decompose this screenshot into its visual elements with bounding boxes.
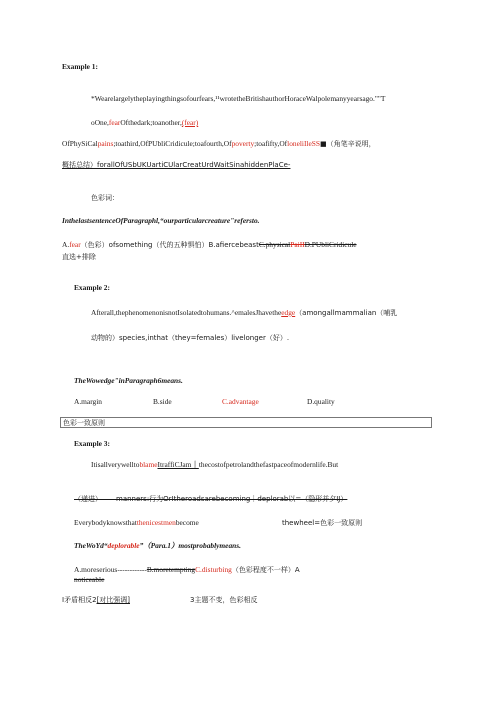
option-a: A.moreserious (74, 565, 118, 574)
example-2-question: TheWowedge"inParagraph6means. (74, 376, 183, 385)
highlight-blame: blame (139, 460, 158, 469)
example-3-heading: Example 3: (74, 439, 110, 448)
example-3-options (74, 565, 300, 575)
example-2-line-1 (91, 308, 397, 318)
highlight-edge: edge (281, 308, 296, 317)
option-c-pain: PaiII (290, 240, 305, 249)
text-run: Itisallverywellto (91, 460, 140, 469)
example-2-option-a: A.margin (74, 397, 102, 406)
example-3-question (74, 541, 241, 551)
highlight-pains: pains (97, 139, 114, 148)
example-3-line-2 (74, 494, 347, 504)
text-run: oOne, (91, 118, 109, 127)
option-c-disturbing: disturbing (201, 565, 232, 574)
example-2-heading: Example 2: (74, 283, 110, 292)
example-3-line-3-note: thewheel=色彩一致原则 (282, 519, 363, 527)
text-run: Ofthedark;toanother, (120, 118, 182, 127)
example-2-option-d: D.quality (307, 397, 335, 406)
text-run: ;toathird,OfPUbliCridicule;toafourth,Of (113, 139, 232, 148)
text-run: thecostofpetrolandthefastpaceofmodernlife.But (198, 460, 339, 469)
color-consistency-note-box: 色彩一致原则 (60, 417, 432, 428)
highlight-deplorable: deplorable (107, 541, 140, 550)
text-run: [对比强调] (96, 596, 130, 604)
example-3-option-d: noticeable (74, 575, 105, 584)
text-run: TheWoYd“ (74, 541, 108, 550)
text-run: ItraffiCJam丨 (157, 460, 199, 469)
example-2-option-b: B.side (153, 397, 172, 406)
text-run: ”（Para.1）mostprobablymeans. (139, 541, 241, 550)
text-run: （递进）——manners:行为OrItheroadsarebecoming｜deplorab以=（隐形并夕IJ） (74, 495, 348, 503)
example-1-line-3 (62, 139, 376, 149)
rule-1 (62, 595, 130, 605)
option-c-prefix: C. (195, 565, 202, 574)
example-1-line-2 (91, 118, 198, 128)
example-1-method: 直选+排除 (62, 253, 96, 261)
option-b: B.moretempting (146, 565, 196, 574)
example-3-line-1 (91, 460, 338, 470)
text-run: Everybodyknowsthat (74, 518, 137, 527)
example-2-option-c: C.advantage (222, 397, 259, 406)
example-1-quote-line: *Wearelargelytheplayingthingsofourfears,¹¹wrotetheBritishauthorHoraceWalpolemanyyearsago.""T (91, 94, 386, 103)
highlight-loneliness: loneliIleSS (287, 139, 320, 148)
highlight-poverty: poverty (231, 139, 255, 148)
text-run: OfPhySiCal (62, 139, 98, 148)
annotation-fear: (fear) (181, 118, 199, 127)
example-1-question: InthelastsentenceOfParagraphl,“ourparticularcreature"refersto. (62, 216, 260, 225)
option-a-rest: （色彩）ofsomething（代的五种惧怕）B.afiercebeast (80, 241, 259, 249)
rule-2: 3主题不变，色彩相反 (190, 596, 258, 604)
dash: ------------ (117, 565, 147, 574)
text-run: 概括总结）forallOfUSbUKUartiCUlarCreatUrdWaitSinahiddenPlaCe- (62, 161, 291, 169)
example-1-line-4 (62, 160, 290, 170)
text-run: ■（角笔辛说明， (320, 140, 376, 148)
example-3-line-3 (74, 518, 199, 528)
text-run: I矛盾相反2 (62, 596, 97, 604)
highlight-nicest-men: thenicestmen (136, 518, 176, 527)
example-1-heading: Example 1: (62, 62, 98, 71)
option-a-prefix: A. (62, 240, 70, 249)
color-words-label: 色彩词： (91, 194, 119, 202)
option-c: C.physical (258, 240, 291, 249)
text-run: （amongallmammalian（哺乳 (295, 309, 398, 317)
option-c-note: （色彩程度不一样）A (231, 566, 300, 574)
highlight-fear: fear (108, 118, 121, 127)
text-run: Afterall,thephenomenonisnotIsolatedtohumans.^emalesJhavethe (91, 308, 282, 317)
option-a-fear: fear (69, 240, 81, 249)
example-1-options (62, 240, 357, 250)
text-run: become (175, 518, 199, 527)
option-d: D.PUbliCridicule (304, 240, 357, 249)
text-run: ;toafifty,Of (254, 139, 288, 148)
example-2-line-2: 动物的）species,inthat（they=females）livelonger（好）. (91, 334, 290, 342)
